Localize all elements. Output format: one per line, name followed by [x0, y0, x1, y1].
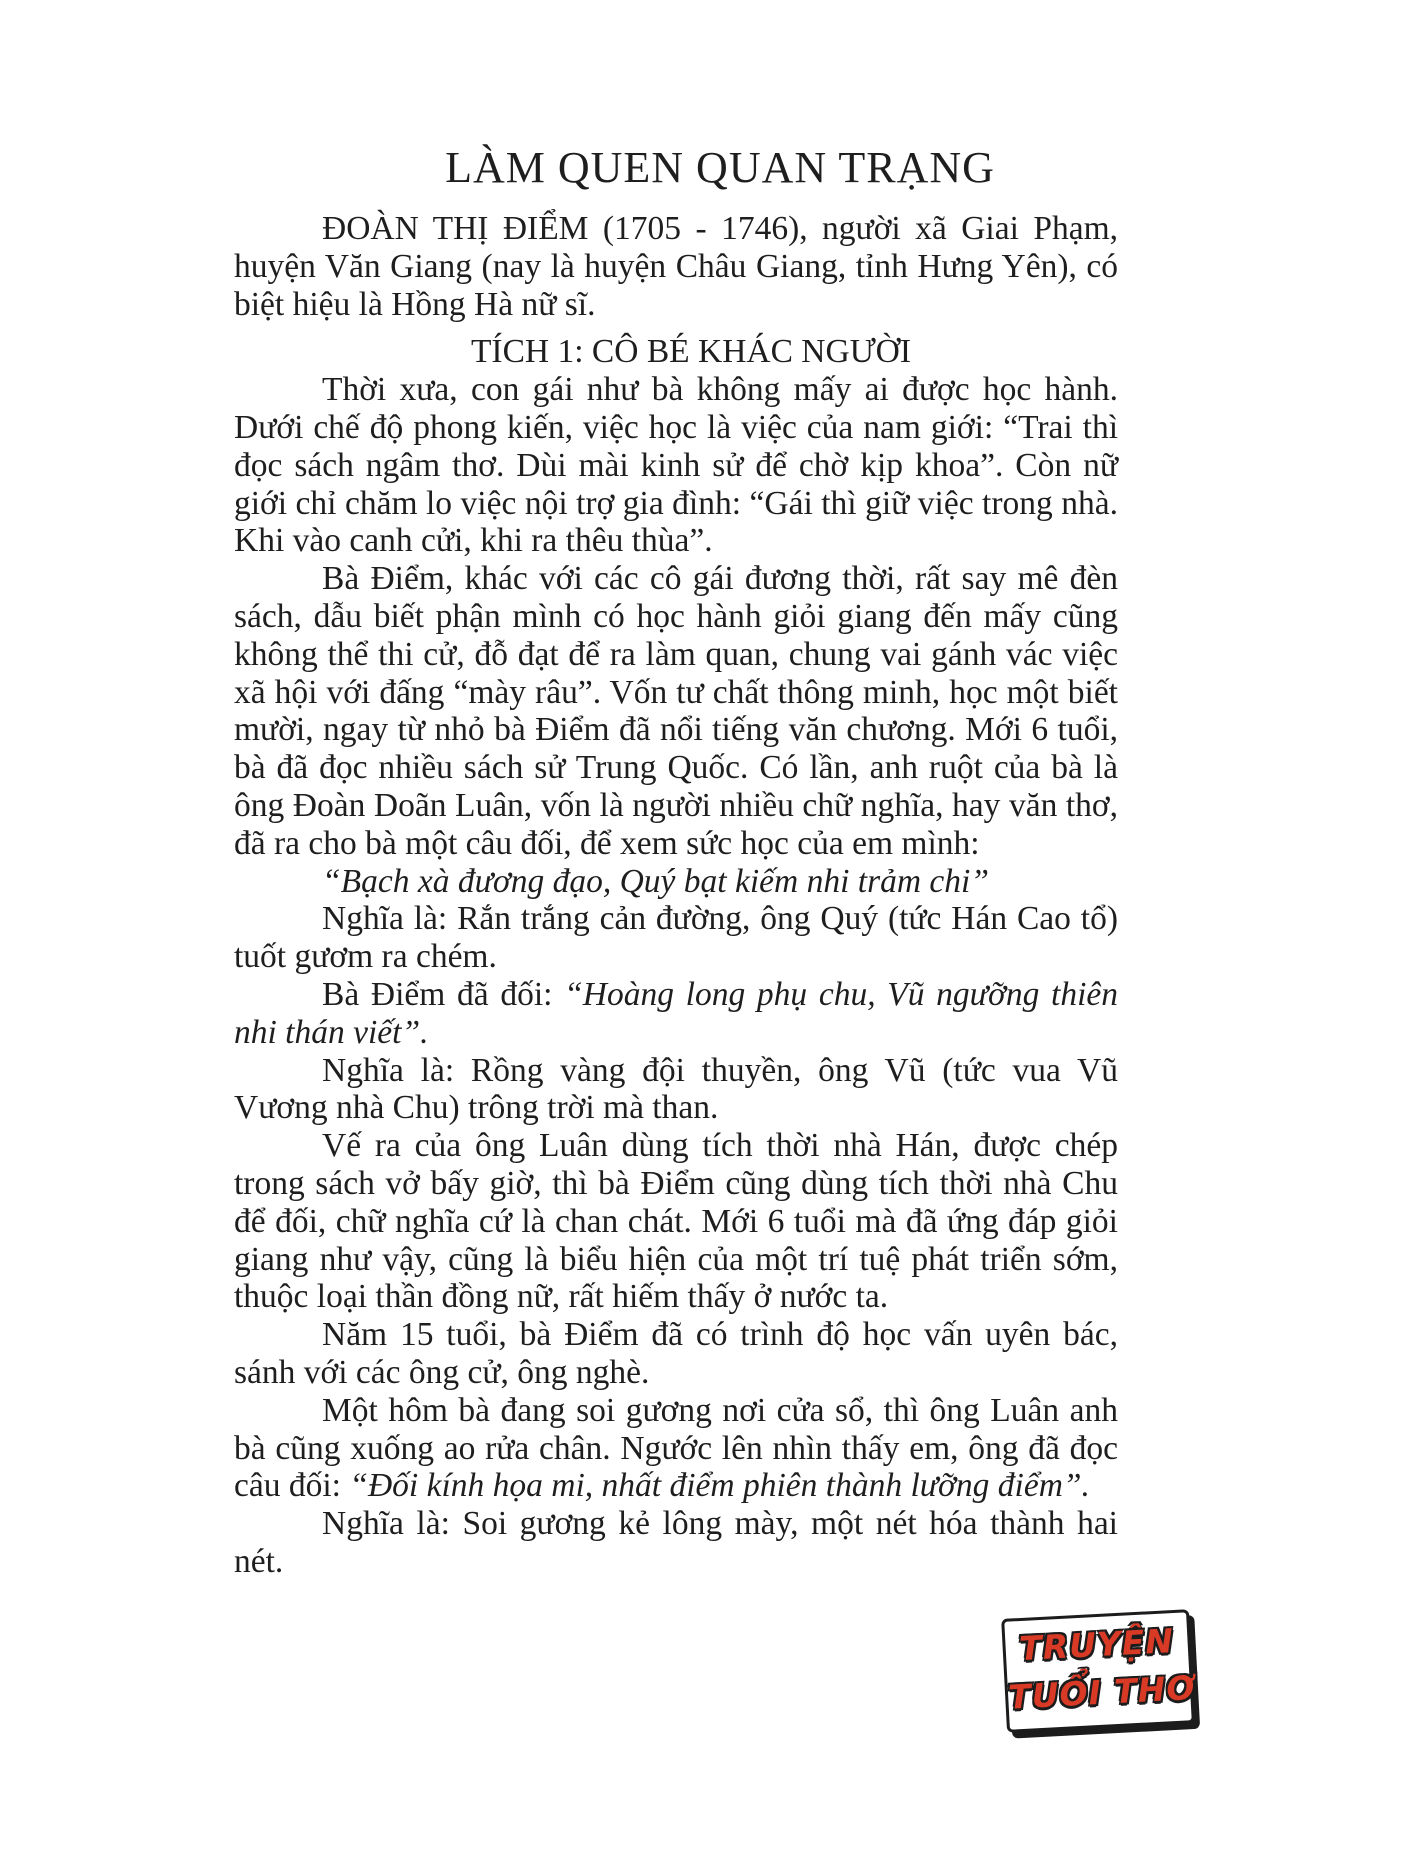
paragraph-2: Bà Điểm, khác với các cô gái đương thời, rất say mê đèn sách, dẫu biết phận mình có học hành giỏi giang đến mấy cũng không thể thi cử, đỗ đạt để ra làm quan, chung vai gánh vác việc xã hội với đấng “mày râu”. Vốn tư chất thông minh, học một biết mười, ngay từ nhỏ bà Điểm đã nổi tiếng văn chương. Mới 6 tuổi, bà đã đọc nhiều sách sử Trung Quốc. Có lần, anh ruột của bà là ông Đoàn Doãn Luân, vốn là người nhiều chữ nghĩa, hay văn thơ, đã ra cho bà một câu đối, để xem sức học của em mình: [234, 560, 1118, 862]
page-title: LÀM QUEN QUAN TRẠNG [445, 143, 995, 192]
watermark-line-1: TRUYỆN [1018, 1621, 1175, 1669]
intro-paragraph: ĐOÀN THỊ ĐIỂM (1705 - 1746), người xã Giai Phạm, huyện Văn Giang (nay là huyện Châu Giang, tỉnh Hưng Yên), có biệt hiệu là Hồng Hà nữ sĩ. [234, 210, 1118, 323]
paragraph-8 [234, 1392, 1118, 1505]
paragraph-3: Nghĩa là: Rắn trắng cản đường, ông Quý (tức Hán Cao tổ) tuốt gươm ra chém. [234, 900, 1118, 976]
paragraph-4 [234, 976, 1118, 1052]
watermark-logo [1001, 1609, 1195, 1733]
paragraph-6: Vế ra của ông Luân dùng tích thời nhà Hán, được chép trong sách vở bấy giờ, thì bà Điểm cũng dùng tích thời nhà Chu để đối, chữ nghĩa cứ là chan chát. Mới 6 tuổi mà đã ứng đáp giỏi giang như vậy, cũng là biểu hiện của một trí tuệ phát triển sớm, thuộc loại thần đồng nữ, rất hiếm thấy ở nước ta. [234, 1127, 1118, 1316]
paragraph-8-lead: Một hôm bà đang soi gương nơi cửa sổ, thì ông Luân anh bà cũng xuống ao rửa chân. Ngước lên nhìn thấy em, ông đã đọc câu đối: [234, 1391, 1118, 1505]
section-heading: TÍCH 1: CÔ BÉ KHÁC NGƯỜI [470, 333, 912, 371]
watermark-line-2: TUỔI THƠ [1007, 1667, 1197, 1717]
body-text [234, 210, 1118, 1581]
quote-couplet-3: “Đối kính họa mi, nhất điểm phiên thành lưỡng điểm”. [349, 1467, 1090, 1505]
paragraph-9: Nghĩa là: Soi gương kẻ lông mày, một nét hóa thành hai nét. [234, 1505, 1118, 1580]
paragraph-7: Năm 15 tuổi, bà Điểm đã có trình độ học vấn uyên bác, sánh với các ông cử, ông nghè. [234, 1316, 1118, 1391]
quote-couplet-1: “Bạch xà đương đạo, Quý bạt kiếm nhi trảm chi” [322, 862, 989, 900]
paragraph-1: Thời xưa, con gái như bà không mấy ai được học hành. Dưới chế độ phong kiến, việc học là việc của nam giới: “Trai thì đọc sách ngâm thơ. Dùi mài kinh sử để chờ kịp khoa”. Còn nữ giới chỉ chăm lo việc nội trợ gia đình: “Gái thì giữ việc trong nhà. Khi vào canh cửi, khi ra thêu thùa”. [234, 371, 1118, 560]
paragraph-4-lead: Bà Điểm đã đối: [322, 975, 565, 1013]
paragraph-5: Nghĩa là: Rồng vàng đội thuyền, ông Vũ (tức vua Vũ Vương nhà Chu) trông trời mà than. [234, 1051, 1118, 1127]
quote-couplet-2: “Hoàng long phụ chu, Vũ ngưỡng thiên nhi thán viết”. [234, 975, 1118, 1051]
